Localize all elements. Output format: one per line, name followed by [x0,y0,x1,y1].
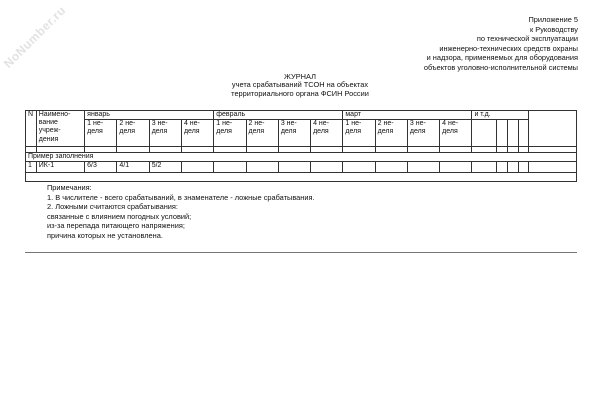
week-label: 4 не- [442,120,459,128]
col-header-name-line: дения [38,135,59,143]
week-label: 4 не- [183,120,200,128]
month-header-january: январь [85,111,214,120]
appendix-line: инженерно-технических средств охраны [439,43,578,53]
empty-cell [278,162,310,173]
note-line: причина которых не установлена. [47,230,163,240]
week-label: деля [345,128,361,136]
week-label: 2 не- [248,120,265,128]
week-header [214,120,246,147]
week-header [407,120,439,147]
title-line: ЖУРНАЛ [284,72,316,81]
col-header-name [36,111,84,147]
empty-cell [507,162,518,173]
bottom-divider [25,252,577,253]
empty-cell [181,162,213,173]
week-header [375,120,407,147]
empty-cell [507,120,518,147]
week-label: деля [248,128,265,136]
week-header [85,120,117,147]
empty-cell [472,162,497,173]
empty-cell [529,162,577,173]
week-label: деля [216,128,232,136]
watermark: NoNumber.ru [0,3,69,71]
week-label: деля [183,128,200,136]
empty-cell [518,162,529,173]
empty-cell [529,111,577,147]
appendix-line: Приложение 5 [528,15,578,24]
week-label: деля [151,128,168,136]
week-label: 3 не- [151,120,168,128]
col-header-name-line: вание [38,119,58,127]
week-label: деля [442,128,458,136]
note-line: 2. Ложными считаются срабатывания: [47,202,178,211]
empty-cell [343,162,375,173]
row-value: 4/1 [117,162,149,173]
week-label: 4 не- [313,120,330,128]
empty-cell [440,162,472,173]
empty-cell [497,120,508,147]
week-label: деля [313,128,329,136]
week-label: 1 не- [345,120,362,128]
appendix-line: объектов уголовно-исполнительной системы [423,62,578,72]
week-label: деля [377,128,394,136]
empty-cell [407,162,439,173]
week-label: 1 не- [87,120,104,128]
title-line: учета срабатываний ТСОН на объектах [231,80,369,90]
example-label: Пример заполнения [26,153,577,162]
row-number: 1 [26,162,37,173]
week-label: 1 не- [216,120,233,128]
empty-cell [311,162,343,173]
appendix-heading [338,15,578,73]
notes [47,183,387,240]
empty-cell [472,120,497,147]
week-header [278,120,310,147]
row-name: ИК-1 [36,162,84,173]
week-label: деля [409,128,426,136]
month-header-february: февраль [214,111,343,120]
empty-row [26,173,577,182]
appendix-line: к Руководству [530,24,578,34]
week-label: деля [119,128,136,136]
week-header [117,120,149,147]
col-header-name-line: Наимено- [38,111,71,118]
week-label: 3 не- [409,120,426,128]
month-header-march: март [343,111,472,120]
empty-cell [375,162,407,173]
col-header-number: N [26,111,37,147]
empty-cell [518,120,529,147]
note-line: 1. В числителе - всего срабатываний, в знаменателе - ложные срабатывания. [47,192,315,202]
week-header [181,120,213,147]
week-label: 3 не- [280,120,297,128]
week-label: деля [87,128,103,136]
week-header [149,120,181,147]
table-row [26,162,577,173]
document-title [150,73,450,98]
week-header [343,120,375,147]
journal-table [25,110,577,182]
note-line: из-за перепада питающего напряжения; [47,221,185,230]
week-header [311,120,343,147]
month-header-etc: и т.д. [472,111,529,120]
week-header [440,120,472,147]
week-label: деля [280,128,297,136]
week-label: 2 не- [119,120,136,128]
notes-heading: Примечания: [47,183,92,192]
row-value: 6/3 [85,162,117,173]
week-label: 2 не- [377,120,394,128]
row-value: 5/2 [149,162,181,173]
empty-cell [214,162,246,173]
empty-cell [497,162,508,173]
empty-cell [246,162,278,173]
appendix-line: и надзора, применяемых для оборудования [426,53,578,63]
appendix-line: по технической эксплуатации [476,34,578,44]
week-header [246,120,278,147]
title-line: территориального органа ФСИН России [231,88,369,98]
col-header-name-line: учреж- [38,127,61,135]
note-line: связанные с влиянием погодных условий; [47,211,192,221]
